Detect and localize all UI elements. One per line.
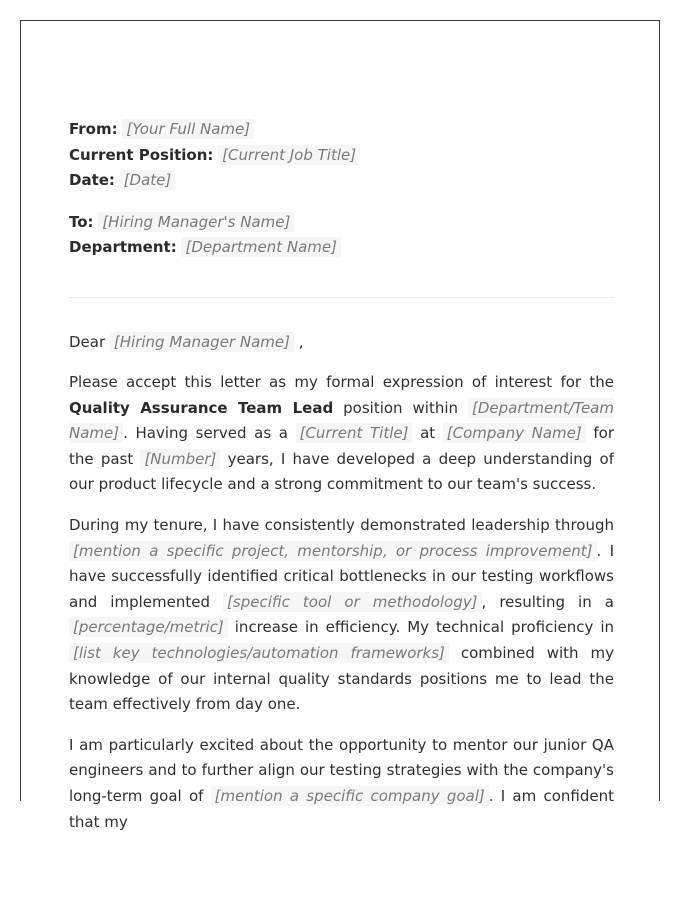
p2-text-1: During my tenure, I have consistently demonstrated leadership through: [69, 516, 614, 535]
p2-metric-placeholder: [percentage/metric]: [69, 617, 228, 637]
from-line: [69, 117, 614, 143]
p1-number-placeholder: [Number]: [140, 449, 220, 469]
p1-text-4: at: [412, 424, 443, 443]
date-line: [69, 168, 614, 194]
p2-tech-placeholder: [list key technologies/automation frameworks]: [69, 643, 449, 663]
position-line: [69, 143, 614, 169]
p2-text-5: combined with my knowledge of our internal quality standards positions me to lead the team effectively from day one.: [69, 644, 614, 714]
salutation-punct: ,: [298, 332, 304, 351]
position-label: Current Position:: [69, 145, 214, 164]
salutation-greeting: Dear: [69, 332, 106, 351]
to-placeholder: [Hiring Manager's Name]: [98, 212, 294, 232]
p2-tool-placeholder: [specific tool or methodology]: [223, 592, 481, 612]
sender-info: [69, 117, 614, 194]
p3-text-1: I am particularly excited about the opportunity to mentor our junior QA engineers and to further align our testing strategies with the company's long-term goal of: [69, 735, 614, 805]
salutation-name-placeholder: [Hiring Manager Name]: [110, 332, 294, 352]
department-label: Department:: [69, 238, 177, 256]
p1-text-3: . Having served as a: [123, 424, 296, 443]
from-label: From:: [69, 120, 118, 138]
p3-goal-placeholder: [mention a specific company goal]: [211, 786, 489, 806]
p2-text-2: . I have successfully identified critical bottlenecks in our testing workflows and implemented: [69, 541, 615, 611]
p1-team-placeholder: [Department/Team Name]: [69, 398, 614, 443]
department-placeholder: [Department Name]: [181, 237, 341, 257]
from-placeholder: [Your Full Name]: [122, 119, 254, 139]
p2-text-4: increase in efficiency. My technical proficiency in: [227, 618, 614, 637]
p2-text-3: , resulting in a: [481, 592, 614, 611]
letter-content: [69, 117, 614, 850]
p1-text-1: Please accept this letter as my formal expression of interest for the: [69, 373, 614, 392]
department-line: [69, 235, 614, 261]
date-placeholder: [Date]: [120, 170, 176, 190]
to-line: [69, 210, 614, 236]
section-divider: [69, 297, 614, 298]
salutation: [69, 330, 614, 356]
p3-text-2: . I am confident that my: [69, 787, 615, 831]
p1-role: Quality Assurance Team Lead: [69, 398, 334, 417]
p2-project-placeholder: [mention a specific project, mentorship, or process improvement]: [69, 541, 597, 561]
position-placeholder: [Current Job Title]: [218, 145, 360, 165]
date-label: Date:: [69, 171, 115, 189]
letter-page: [20, 20, 660, 831]
p1-company-placeholder: [Company Name]: [443, 423, 586, 443]
paragraph-intro: [69, 370, 614, 498]
recipient-info: [69, 210, 614, 261]
p1-title-placeholder: [Current Title]: [296, 423, 413, 443]
paragraph-experience: [69, 513, 614, 718]
p1-text-5: for the past: [69, 424, 614, 468]
paragraph-goals: [69, 733, 614, 835]
p1-text-6: years, I have developed a deep understanding of our product lifecycle and a strong commitment to our team's success.: [69, 449, 614, 494]
to-label: To:: [69, 212, 94, 231]
p1-text-2: position within: [333, 398, 468, 417]
